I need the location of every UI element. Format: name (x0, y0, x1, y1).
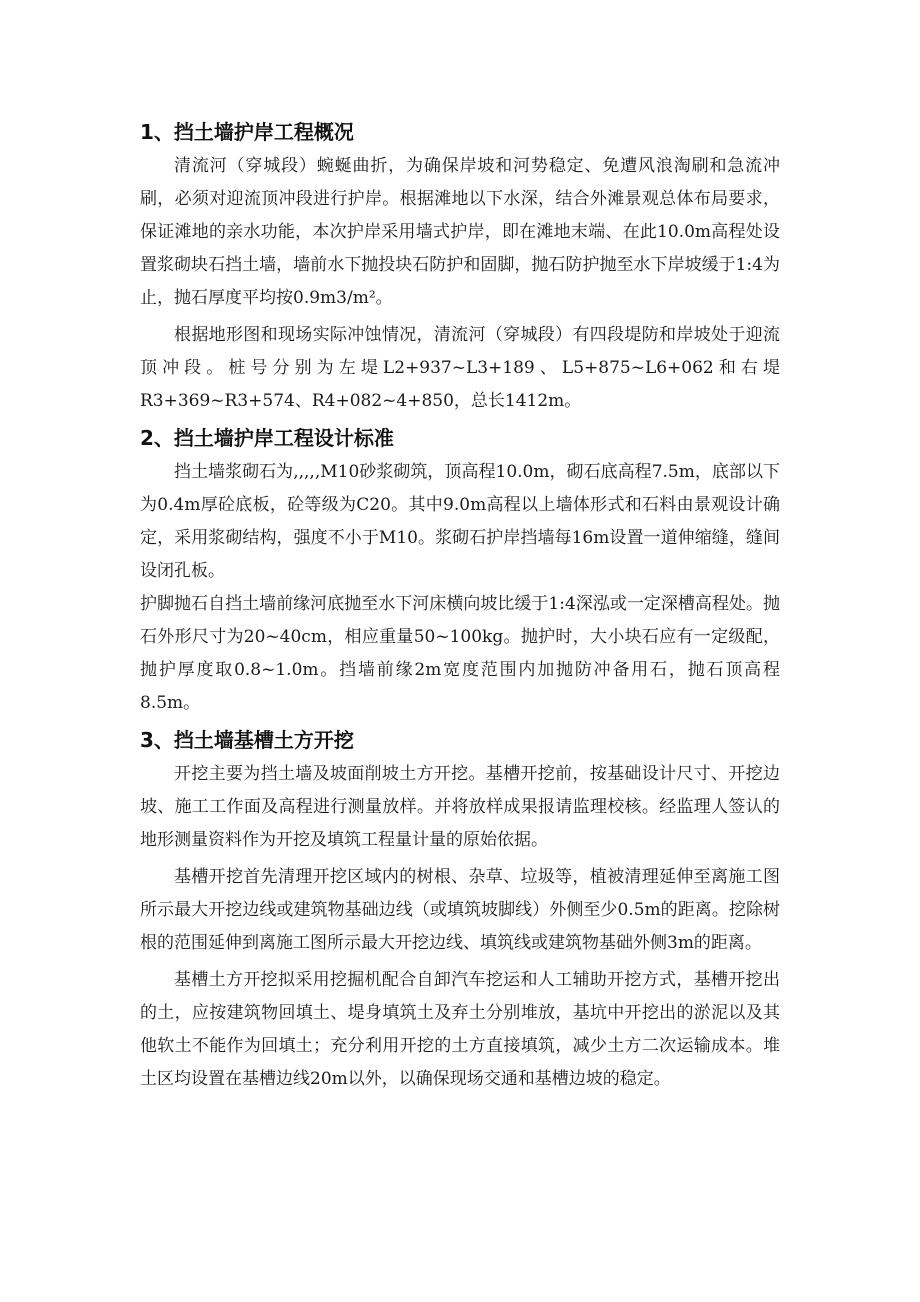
section-2-heading: 2、挡土墙护岸工程设计标准 (140, 426, 394, 450)
section-1-paragraph-1: 清流河（穿城段）蜿蜒曲折，为确保岸坡和河势稳定、免遭风浪淘刷和急流冲刷，必须对迎流顶冲段进行护岸。根据滩地以下水深，结合外滩景观总体布局要求，保证滩地的亲水功能，本次护岸采用墙式护岸，即在滩地末端、在此10.0m高程处设置浆砌块石挡土墙，墙前水下抛投块石防护和固脚，抛石防护抛至水下岸坡缓于1:4为止，抛石厚度平均按0.9m3/m²。 (140, 156, 780, 308)
section-3-paragraph-2: 基槽开挖首先清理开挖区域内的树根、杂草、垃圾等，植被清理延伸至离施工图所示最大开挖边线或建筑物基础边线（或填筑坡脚线）外侧至少0.5m的距离。挖除树根的范围延伸到离施工图所示最大开挖边线、填筑线或建筑物基础外侧3m的距离。 (140, 867, 780, 953)
section-3-paragraph-3: 基槽土方开挖拟采用挖掘机配合自卸汽车挖运和人工辅助开挖方式，基槽开挖出的土，应按建筑物回填土、堤身填筑土及弃土分别堆放，基坑中开挖出的淤泥以及其他软土不能作为回填土；充分利用开挖的土方直接填筑，减少土方二次运输成本。堆土区均设置在基槽边线20m以外，以确保现场交通和基槽边坡的稳定。 (140, 970, 780, 1089)
section-3-heading: 3、挡土墙基槽土方开挖 (140, 728, 354, 752)
section-2-paragraph-2: 护脚抛石自挡土墙前缘河底抛至水下河床横向坡比缓于1:4深泓或一定深槽高程处。抛石外形尺寸为20~40cm，相应重量50~100kg。抛护时，大小块石应有一定级配，抛护厚度取0.8~1.0m。挡墙前缘2m宽度范围内加抛防冲备用石，抛石顶高程8.5m。 (140, 594, 780, 713)
section-2-paragraph-1: 挡土墙浆砌石为,,,,,M10砂浆砌筑，顶高程10.0m，砌石底高程7.5m，底部以下为0.4m厚砼底板，砼等级为C20。其中9.0m高程以上墙体形式和石料由景观设计确定，采用浆砌结构，强度不小于M10。浆砌石护岸挡墙每16m设置一道伸缩缝，缝间设闭孔板。 (140, 462, 780, 581)
section-3-paragraph-1: 开挖主要为挡土墙及坡面削坡土方开挖。基槽开挖前，按基础设计尺寸、开挖边坡、施工工作面及高程进行测量放样。并将放样成果报请监理校核。经监理人签认的地形测量资料作为开挖及填筑工程量计量的原始依据。 (140, 764, 780, 850)
section-1-paragraph-2: 根据地形图和现场实际冲蚀情况，清流河（穿城段）有四段堤防和岸坡处于迎流顶冲段。桩号分别为左堤L2+937~L3+189、L5+875~L6+062和右堤R3+369~R3+574、R4+082~4+850，总长1412m。 (140, 325, 780, 411)
section-1-heading: 1、挡土墙护岸工程概况 (140, 120, 354, 144)
